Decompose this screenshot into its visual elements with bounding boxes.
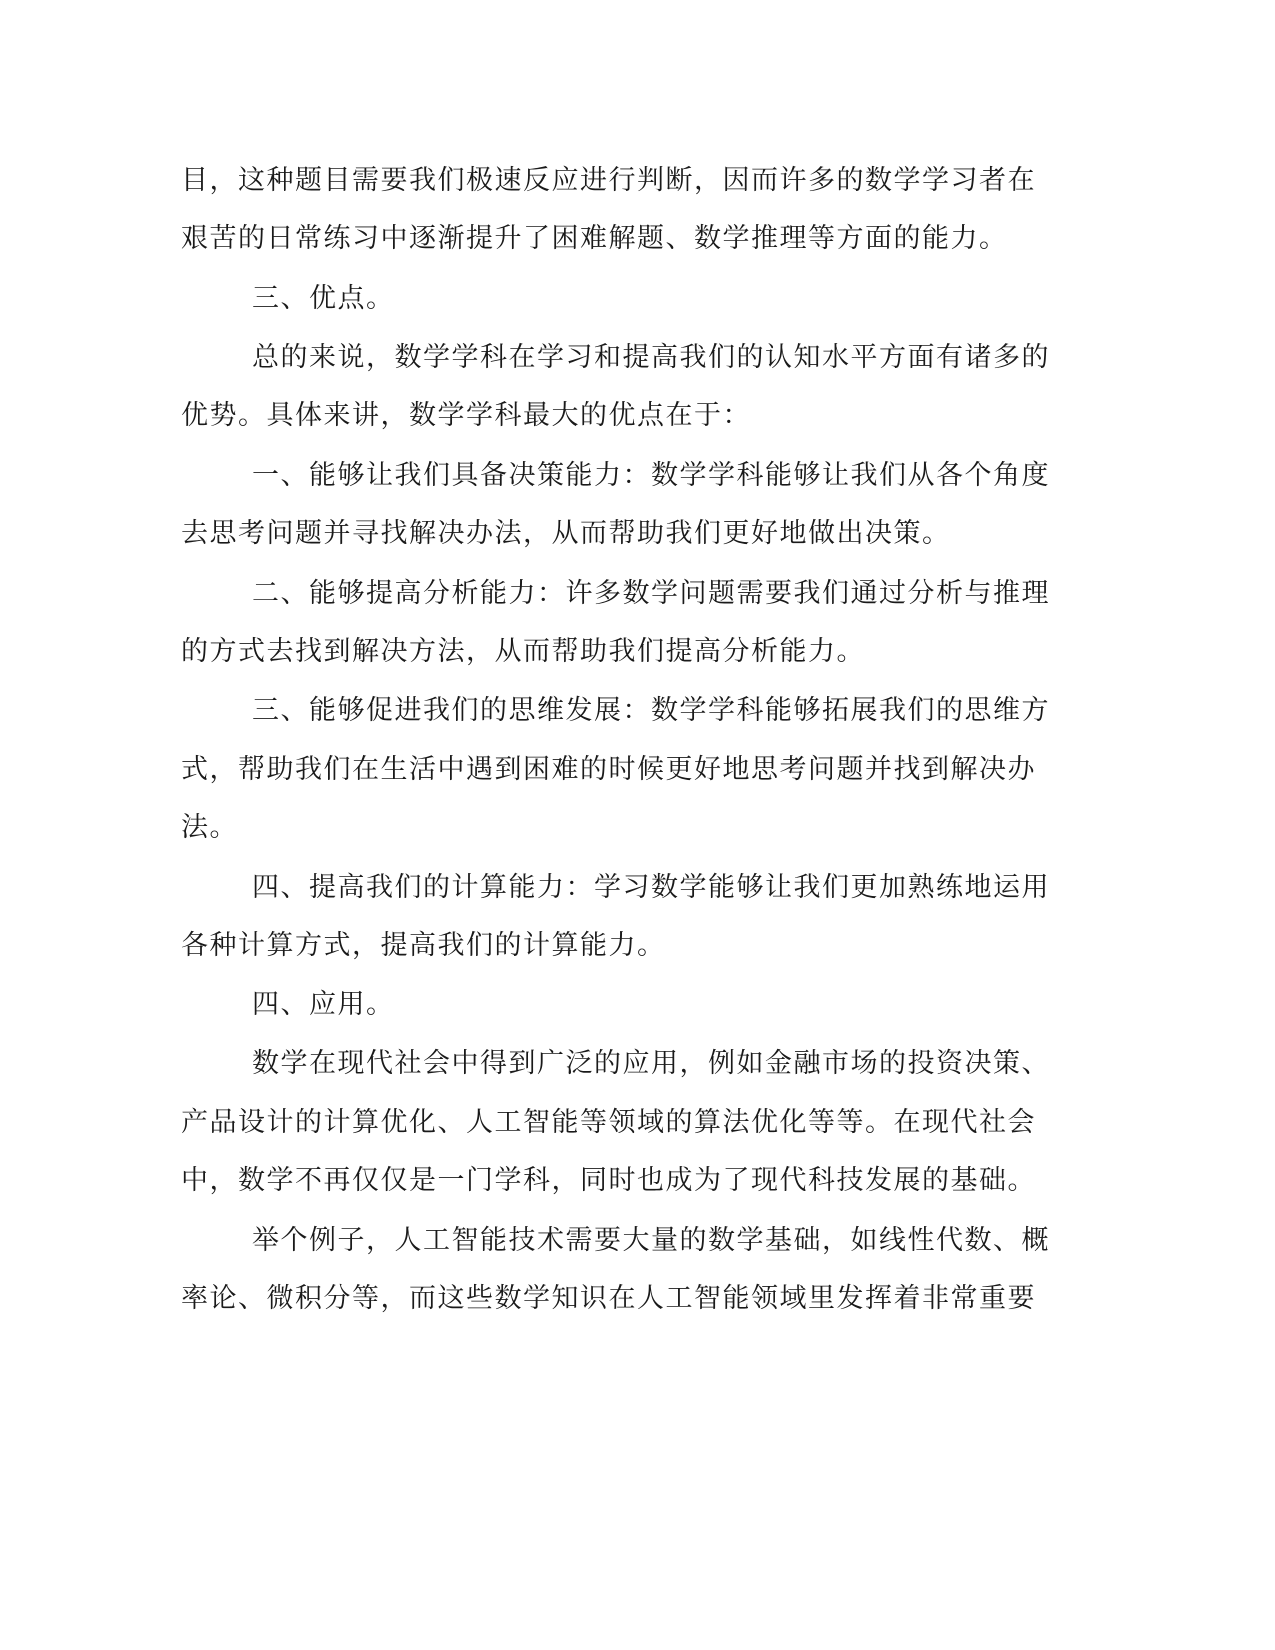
text-line: 法。 (181, 812, 238, 843)
text-line: 三、能够促进我们的思维发展：数学学科能够拓展我们的思维方 (252, 695, 1050, 726)
text-line: 式，帮助我们在生活中遇到困难的时候更好地思考问题并找到解决办 (181, 754, 1036, 785)
text-line: 各种计算方式，提高我们的计算能力。 (181, 930, 666, 961)
text-line: 中，数学不再仅仅是一门学科，同时也成为了现代科技发展的基础。 (181, 1165, 1036, 1196)
text-line: 优势。具体来讲，数学学科最大的优点在于： (181, 400, 751, 431)
text-line: 举个例子，人工智能技术需要大量的数学基础，如线性代数、概 (252, 1225, 1050, 1256)
text-line: 艰苦的日常练习中逐渐提升了困难解题、数学推理等方面的能力。 (181, 223, 1008, 254)
text-line: 四、提高我们的计算能力：学习数学能够让我们更加熟练地运用 (252, 872, 1050, 903)
text-line: 率论、微积分等，而这些数学知识在人工智能领域里发挥着非常重要 (181, 1283, 1036, 1314)
text-line: 目，这种题目需要我们极速反应进行判断，因而许多的数学学习者在 (181, 165, 1036, 196)
text-line: 产品设计的计算优化、人工智能等领域的算法优化等等。在现代社会 (181, 1107, 1036, 1138)
text-line: 一、能够让我们具备决策能力：数学学科能够让我们从各个角度 (252, 460, 1050, 491)
text-line: 总的来说，数学学科在学习和提高我们的认知水平方面有诸多的 (252, 342, 1050, 373)
section-heading: 三、优点。 (252, 283, 395, 314)
text-line: 数学在现代社会中得到广泛的应用，例如金融市场的投资决策、 (252, 1048, 1050, 1079)
text-line: 的方式去找到解决方法，从而帮助我们提高分析能力。 (181, 636, 865, 667)
text-line: 去思考问题并寻找解决办法，从而帮助我们更好地做出决策。 (181, 518, 951, 549)
section-heading: 四、应用。 (252, 989, 395, 1020)
text-line: 二、能够提高分析能力：许多数学问题需要我们通过分析与推理 (252, 578, 1050, 609)
